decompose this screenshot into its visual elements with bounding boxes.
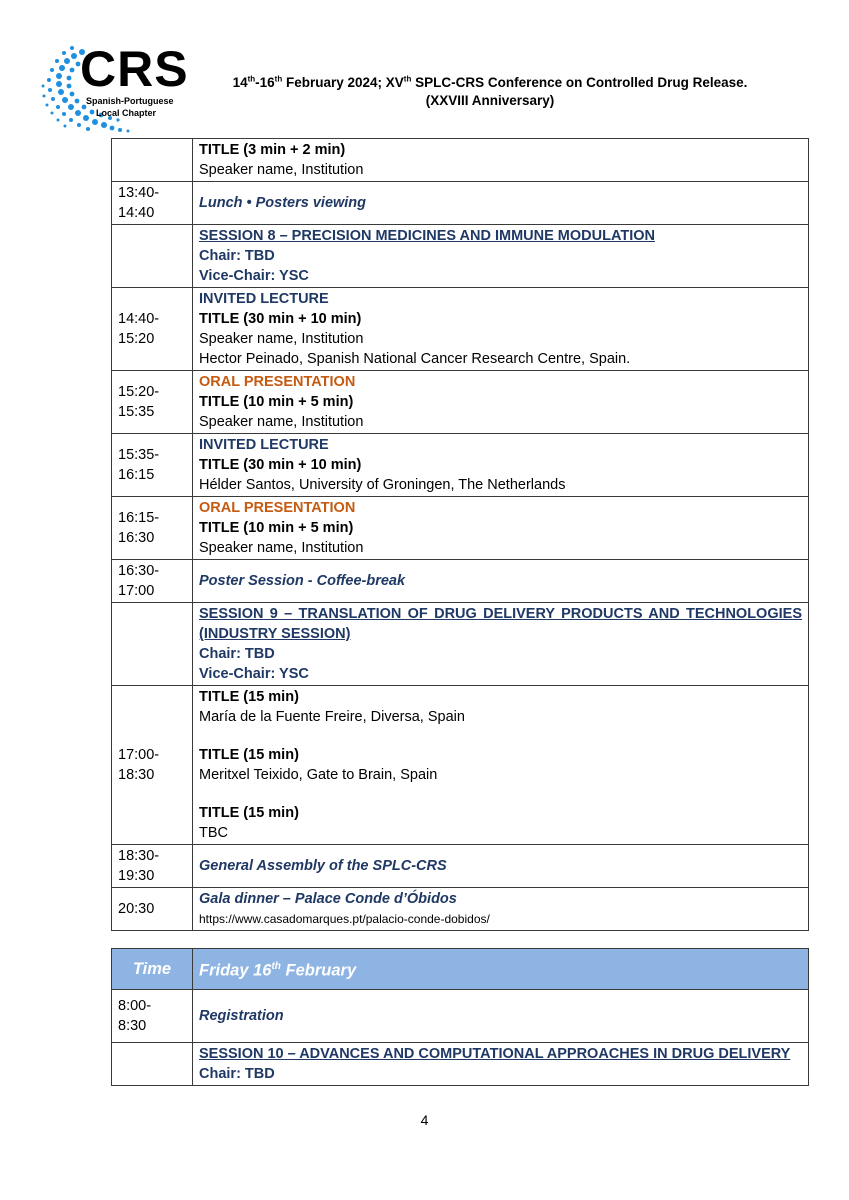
table-row	[112, 288, 809, 371]
speaker: Hector Peinado, Spanish National Cancer Research Centre, Spain.	[199, 351, 631, 367]
conference-header	[205, 74, 775, 110]
content-cell	[193, 288, 809, 371]
content-cell	[193, 182, 809, 225]
crs-logo	[40, 40, 198, 136]
column-header-time: Time	[112, 949, 193, 990]
speaker: TBC	[199, 825, 228, 841]
schedule-table-thursday	[111, 138, 809, 931]
talk-type: ORAL PRESENTATION	[199, 500, 356, 516]
anniversary-label: (XXVIII Anniversary)	[425, 93, 555, 108]
speaker: Speaker name, Institution	[199, 331, 364, 347]
time-cell	[112, 225, 193, 288]
time-cell	[112, 603, 193, 686]
talk-title: TITLE (30 min + 10 min)	[199, 311, 362, 327]
logo-text: CRS	[80, 41, 189, 97]
session-title: SESSION 10 – ADVANCES AND COMPUTATIONAL APPROACHES IN DRUG DELIVERY	[199, 1046, 791, 1062]
content-cell	[193, 560, 809, 603]
talk-type: INVITED LECTURE	[199, 437, 329, 453]
chair: Chair: TBD	[199, 1066, 275, 1082]
content-cell	[193, 845, 809, 888]
table-row	[112, 603, 809, 686]
time-cell: 20:30	[112, 888, 193, 931]
schedule-table-friday	[111, 948, 809, 1086]
chair: Chair: TBD	[199, 248, 275, 264]
content-cell	[193, 139, 809, 182]
time-cell: 18:30- 19:30	[112, 845, 193, 888]
speaker: Speaker name, Institution	[199, 540, 364, 556]
page-number: 4	[420, 1112, 429, 1128]
content-cell	[193, 603, 809, 686]
content-cell	[193, 225, 809, 288]
vice-chair: Vice-Chair: YSC	[199, 268, 309, 284]
break-label: Poster Session - Coffee-break	[199, 573, 406, 589]
event-label: General Assembly of the SPLC-CRS	[199, 858, 447, 874]
time-cell: 13:40- 14:40	[112, 182, 193, 225]
event-label: Gala dinner – Palace Conde d’Óbidos	[199, 891, 457, 907]
table-row	[112, 225, 809, 288]
talk-type: ORAL PRESENTATION	[199, 374, 356, 390]
time-cell: 16:15- 16:30	[112, 497, 193, 560]
session-title-continued: (INDUSTRY SESSION)	[199, 626, 351, 642]
talk-title: TITLE (30 min + 10 min)	[199, 457, 362, 473]
content-cell	[193, 434, 809, 497]
venue-link[interactable]: https://www.casadomarques.pt/palacio-conde-dobidos/	[199, 912, 490, 926]
chair: Chair: TBD	[199, 646, 275, 662]
time-cell	[112, 1043, 193, 1086]
session-title: SESSION 9 – TRANSLATION OF DRUG DELIVERY PRODUCTS AND TECHNOLOGIES	[199, 606, 802, 622]
table-row	[112, 560, 809, 603]
speaker: Hélder Santos, University of Groningen, The Netherlands	[199, 477, 566, 493]
table-row	[112, 139, 809, 182]
session-title: SESSION 8 – PRECISION MEDICINES AND IMMUNE MODULATION	[199, 228, 655, 244]
time-cell: 17:00- 18:30	[112, 686, 193, 845]
talk-title: TITLE (15 min)	[199, 689, 299, 705]
table-row	[112, 845, 809, 888]
talk-title: TITLE (10 min + 5 min)	[199, 520, 354, 536]
table-row	[112, 434, 809, 497]
time-cell: 16:30- 17:00	[112, 560, 193, 603]
logo-subtitle: Spanish-Portuguese	[86, 96, 174, 106]
time-cell: 14:40- 15:20	[112, 288, 193, 371]
content-cell	[193, 1043, 809, 1086]
content-cell	[193, 371, 809, 434]
content-cell	[193, 497, 809, 560]
table-row	[112, 686, 809, 845]
content-cell	[193, 686, 809, 845]
speaker: María de la Fuente Freire, Diversa, Spain	[199, 709, 465, 725]
talk-title: TITLE (10 min + 5 min)	[199, 394, 354, 410]
table-row	[112, 1043, 809, 1086]
speaker: Speaker name, Institution	[199, 414, 364, 430]
table-row	[112, 371, 809, 434]
table-row	[112, 990, 809, 1043]
table-row	[112, 888, 809, 931]
column-header-day: Friday 16th February	[193, 949, 809, 990]
talk-title: TITLE (15 min)	[199, 747, 299, 763]
table-header-row	[112, 949, 809, 990]
content-cell	[193, 888, 809, 931]
table-row	[112, 182, 809, 225]
content-cell	[193, 990, 809, 1043]
table-row	[112, 497, 809, 560]
speaker: Speaker name, Institution	[199, 162, 364, 178]
talk-type: INVITED LECTURE	[199, 291, 329, 307]
talk-title: TITLE (3 min + 2 min)	[199, 142, 346, 158]
logo-subtitle-2: Local Chapter	[96, 108, 157, 118]
time-cell: 15:20- 15:35	[112, 371, 193, 434]
break-label: Lunch • Posters viewing	[199, 195, 367, 211]
conference-title: 14th-16th February 2024; XVth SPLC-CRS Conference on Controlled Drug Release.	[232, 74, 748, 90]
time-cell	[112, 139, 193, 182]
talk-title: TITLE (15 min)	[199, 805, 299, 821]
time-cell: 8:00- 8:30	[112, 990, 193, 1043]
time-cell: 15:35- 16:15	[112, 434, 193, 497]
vice-chair: Vice-Chair: YSC	[199, 666, 309, 682]
speaker: Meritxel Teixido, Gate to Brain, Spain	[199, 767, 438, 783]
registration-label: Registration	[199, 1008, 284, 1024]
